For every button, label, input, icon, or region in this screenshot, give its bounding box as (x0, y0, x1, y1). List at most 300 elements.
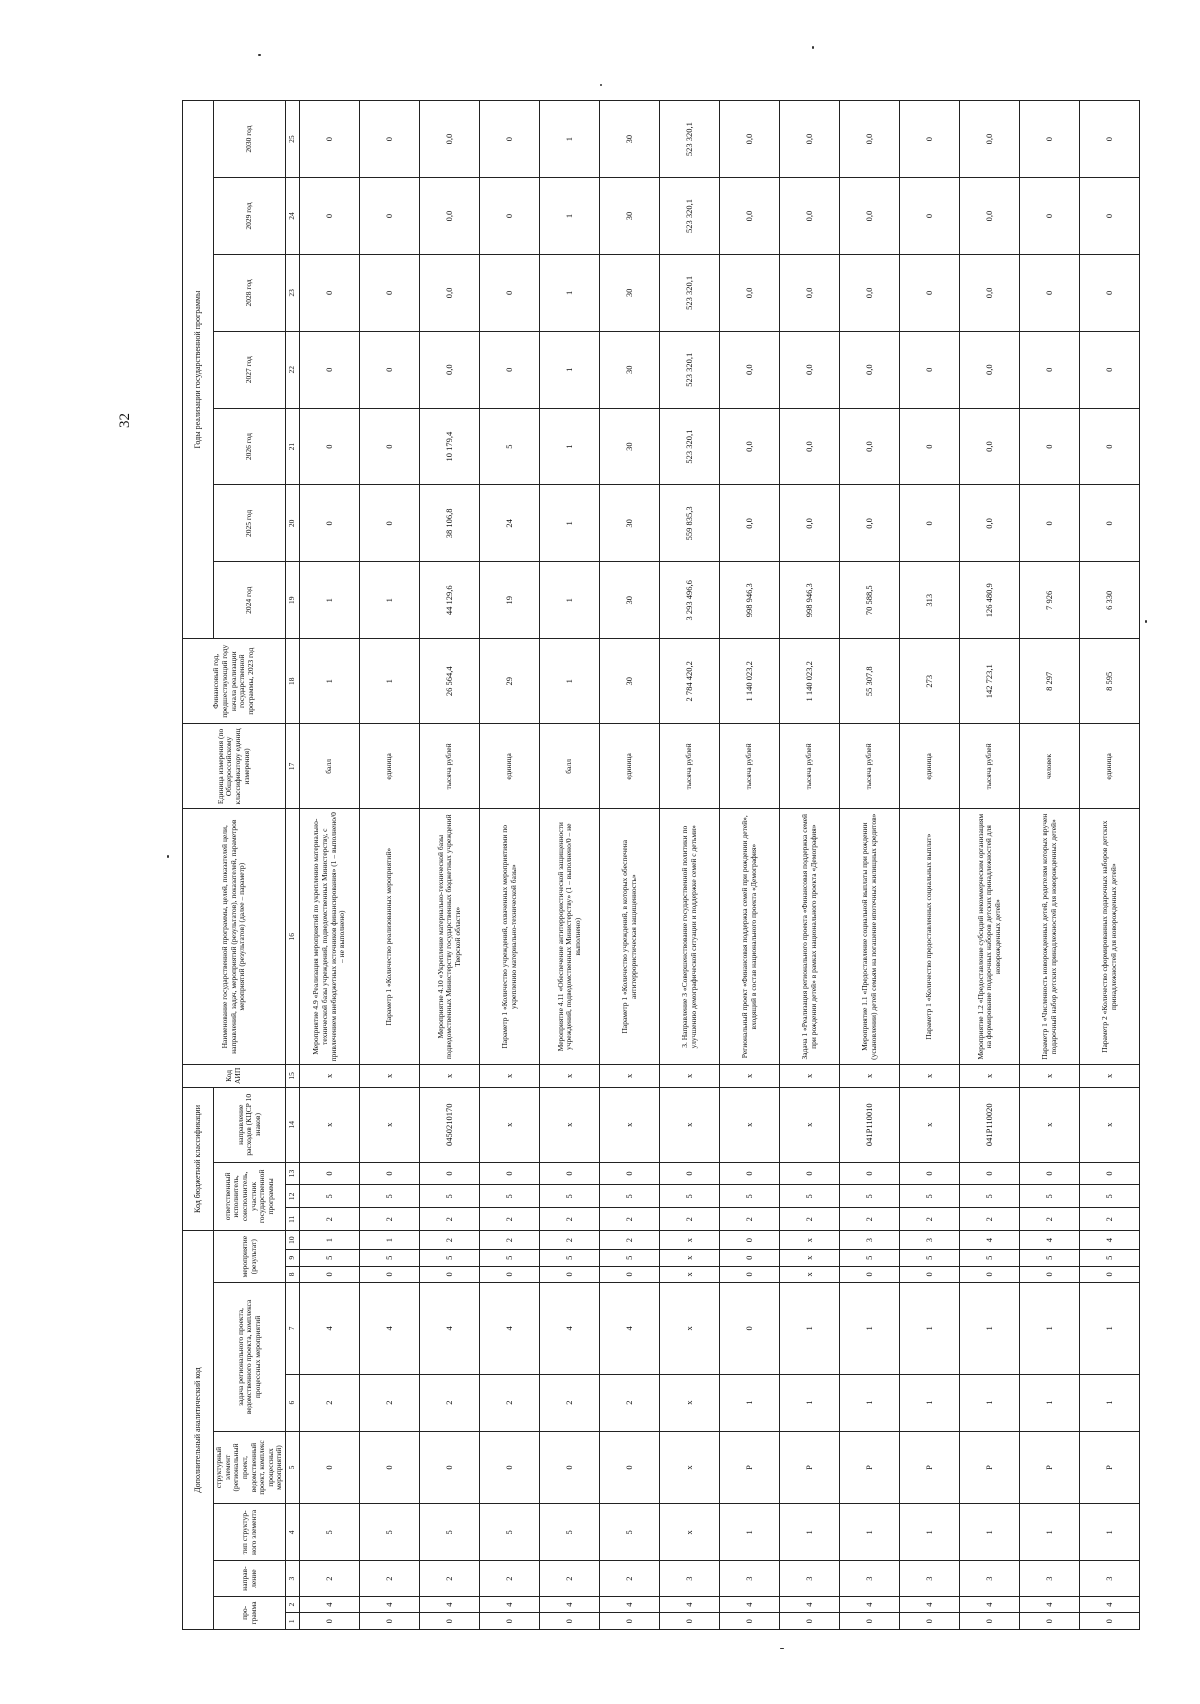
fy-2023-header: Финансовый год, предшествующий году начала реализации государственной программы, 2023 год (183, 639, 286, 724)
value-cell: 0 (900, 331, 960, 408)
code-cell: 0 (1080, 1266, 1140, 1283)
name-cell: Мероприятие 1.2 «Предоставление субсидий некоммерческим организациям на формирование подарочных наборов детских принадлежностей для новорожденных детей» (960, 809, 1020, 1064)
code-cell: 4 (420, 1283, 480, 1374)
value-cell: 0 (1080, 331, 1140, 408)
name-cell: Параметр 1 «Количество реализованных мероприятий» (360, 809, 420, 1064)
scan-speck (258, 54, 261, 56)
value-cell: 0 (1020, 178, 1080, 255)
table-row (300, 101, 360, 1630)
value-cell: 0 (360, 101, 420, 178)
scan-speck (1145, 620, 1147, 623)
code-cell: 0 (540, 1266, 600, 1283)
value-cell: 0,0 (840, 254, 900, 331)
value-cell: 1 (540, 178, 600, 255)
value-cell: 0 (1020, 331, 1080, 408)
table-row (660, 101, 720, 1630)
code-cell: 0 (360, 1431, 420, 1504)
value-cell: 0,0 (780, 101, 840, 178)
code-cell: 2 (360, 1561, 420, 1596)
code-cell: 0 (720, 1162, 780, 1185)
year-header: 2024 год (214, 562, 286, 639)
code-cell: 0 (840, 1162, 900, 1185)
value-cell: 0 (360, 485, 420, 562)
value-cell: 0 (1080, 254, 1140, 331)
code-cell: х (660, 1266, 720, 1283)
name-cell: Параметр 1 «Количество учреждений, в которых обеспечена антитеррористическая защищенность» (600, 809, 660, 1064)
code-cell: 1 (1080, 1283, 1140, 1374)
code-cell: 0 (420, 1431, 480, 1504)
struct-element-header: структурный элемент (региональный проект, ведомственный проект, комплекс процессных мероприятий) (214, 1431, 286, 1504)
code-cell: 4 (720, 1596, 780, 1613)
code-cell: 2 (600, 1374, 660, 1431)
code-cell: 5 (480, 1249, 540, 1266)
column-number: 22 (286, 331, 300, 408)
code-cell: х (1020, 1087, 1080, 1162)
column-number: 13 (286, 1162, 300, 1185)
code-cell: 2 (540, 1561, 600, 1596)
code-cell: 4 (300, 1596, 360, 1613)
value-cell: 0 (300, 331, 360, 408)
value-cell: 0,0 (840, 485, 900, 562)
value-cell: 30 (600, 485, 660, 562)
value-cell: 38 106,8 (420, 485, 480, 562)
budget-code-header: Код бюджетной классификации (183, 1087, 214, 1230)
code-cell: 0 (660, 1613, 720, 1630)
direction-header: направ-ление (214, 1561, 286, 1596)
value-cell: 30 (600, 101, 660, 178)
code-cell: 1 (360, 1231, 420, 1250)
code-cell: 2 (480, 1231, 540, 1250)
code-cell: 4 (660, 1596, 720, 1613)
value-cell: 0 (480, 331, 540, 408)
value-cell: 0,0 (840, 178, 900, 255)
code-cell: х (660, 1231, 720, 1250)
value-cell: 523 320,1 (660, 331, 720, 408)
value-cell: 55 307,8 (840, 639, 900, 724)
code-cell: 4 (480, 1596, 540, 1613)
code-cell: 0 (360, 1613, 420, 1630)
value-cell: 273 (900, 639, 960, 724)
table-row (480, 101, 540, 1630)
code-cell: 3 (840, 1561, 900, 1596)
table-row (900, 101, 960, 1630)
code-cell: 5 (300, 1249, 360, 1266)
value-cell: 126 480,9 (960, 562, 1020, 639)
value-cell: 0,0 (840, 408, 900, 485)
column-number: 10 (286, 1231, 300, 1250)
code-cell: Р (1020, 1431, 1080, 1504)
code-cell: 5 (900, 1249, 960, 1266)
value-cell: 0,0 (960, 101, 1020, 178)
code-cell: х (960, 1064, 1020, 1087)
column-number: 17 (286, 724, 300, 809)
table-body (300, 101, 1140, 1630)
value-cell: 0 (300, 408, 360, 485)
code-cell: х (660, 1249, 720, 1266)
code-cell: 5 (420, 1185, 480, 1208)
column-number: 15 (286, 1064, 300, 1087)
unit-cell: единица (900, 724, 960, 809)
code-cell: 0 (600, 1162, 660, 1185)
value-cell: 1 (540, 485, 600, 562)
code-cell: 5 (540, 1185, 600, 1208)
value-cell: 10 179,4 (420, 408, 480, 485)
name-cell: Задача 1 «Реализация регионального проекта «Финансовая поддержка семей при рождении детей» в рамках национального проекта «Демография» (780, 809, 840, 1064)
table-row (840, 101, 900, 1630)
code-cell: 0 (1020, 1266, 1080, 1283)
column-number: 14 (286, 1087, 300, 1162)
name-cell: Параметр 2 «Количество сформированных подарочных наборов детских принадлежностей для новорожденных детей» (1080, 809, 1140, 1064)
value-cell: 0,0 (840, 331, 900, 408)
rotated-page (182, 100, 1118, 1630)
table-row (600, 101, 660, 1630)
code-cell: 0 (960, 1266, 1020, 1283)
code-cell: 5 (420, 1504, 480, 1561)
value-cell: 313 (900, 562, 960, 639)
value-cell: 0 (900, 408, 960, 485)
value-cell: 30 (600, 331, 660, 408)
unit-cell: тысяча рублей (840, 724, 900, 809)
value-cell: 0 (1080, 178, 1140, 255)
value-cell: 1 140 023,2 (780, 639, 840, 724)
code-cell: 0 (900, 1266, 960, 1283)
unit-cell: единица (360, 724, 420, 809)
code-cell: 4 (540, 1283, 600, 1374)
value-cell: 0 (300, 101, 360, 178)
code-cell: 3 (660, 1561, 720, 1596)
table-row (960, 101, 1020, 1630)
value-cell: 29 (480, 639, 540, 724)
code-cell: 4 (1020, 1596, 1080, 1613)
code-cell: 4 (1080, 1596, 1140, 1613)
value-cell: 0,0 (780, 485, 840, 562)
code-cell: 2 (300, 1374, 360, 1431)
code-cell: 5 (720, 1185, 780, 1208)
column-number: 25 (286, 101, 300, 178)
code-cell: 2 (720, 1208, 780, 1231)
column-number: 1 (286, 1613, 300, 1630)
value-cell: 1 (540, 254, 600, 331)
code-cell: 5 (1020, 1249, 1080, 1266)
code-cell: 5 (360, 1249, 420, 1266)
code-cell: 2 (480, 1561, 540, 1596)
unit-cell: тысяча рублей (960, 724, 1020, 809)
value-cell: 523 320,1 (660, 408, 720, 485)
code-cell: 1 (1080, 1504, 1140, 1561)
code-cell: 0 (960, 1613, 1020, 1630)
value-cell: 0 (900, 178, 960, 255)
code-cell: 2 (480, 1208, 540, 1231)
value-cell: 0,0 (720, 254, 780, 331)
name-cell: Параметр 1 «Количество предоставленных социальных выплат» (900, 809, 960, 1064)
year-header: 2028 год (214, 254, 286, 331)
column-number: 9 (286, 1249, 300, 1266)
value-cell: 998 946,3 (780, 562, 840, 639)
code-cell: х (660, 1064, 720, 1087)
value-cell: 0 (300, 485, 360, 562)
code-cell: 0 (1020, 1162, 1080, 1185)
code-cell: 3 (1080, 1561, 1140, 1596)
code-cell: 2 (600, 1561, 660, 1596)
code-cell: 4 (300, 1283, 360, 1374)
code-cell: 2 (1020, 1208, 1080, 1231)
table-row (360, 101, 420, 1630)
value-cell: 0,0 (960, 408, 1020, 485)
code-cell: 4 (600, 1596, 660, 1613)
code-cell: 0 (480, 1266, 540, 1283)
unit-cell: человек (1020, 724, 1080, 809)
code-cell: 5 (1080, 1185, 1140, 1208)
value-cell: 523 320,1 (660, 178, 720, 255)
value-cell: 8 297 (1020, 639, 1080, 724)
code-cell: 0 (900, 1162, 960, 1185)
code-cell: 4 (840, 1596, 900, 1613)
year-header: 2029 год (214, 178, 286, 255)
name-cell: Мероприятие 4.9 «Реализация мероприятий по укреплению материально-технической базы учреждений, подведомственных Министерству, с привлечением внебюджетных источников финансирования» (1 – выполнено/0 – не выполнено) (300, 809, 360, 1064)
unit-cell: тысяча рублей (420, 724, 480, 809)
code-cell: 2 (420, 1561, 480, 1596)
unit-cell: единица (1080, 724, 1140, 809)
code-cell: х (600, 1064, 660, 1087)
value-cell: 0,0 (720, 408, 780, 485)
task-header: задача регионального проекта, ведомственного проекта, комплекса процессных мероприятий (214, 1283, 286, 1432)
code-cell: 3 (840, 1231, 900, 1250)
code-cell: 1 (780, 1504, 840, 1561)
value-cell: 5 (480, 408, 540, 485)
column-number: 20 (286, 485, 300, 562)
name-header: Наименование государственной программы, целей, показателей цели, направлений, задач, мероприятий (результатов), показателей, параметров мероприятий (результатов) (далее – параметр) (183, 809, 286, 1064)
value-cell: 0 (480, 178, 540, 255)
value-cell: 1 (360, 639, 420, 724)
code-cell: 2 (420, 1374, 480, 1431)
code-cell: 2 (900, 1208, 960, 1231)
code-cell: х (840, 1064, 900, 1087)
value-cell: 1 (540, 331, 600, 408)
table-row (420, 101, 480, 1630)
code-cell: 1 (960, 1374, 1020, 1431)
code-cell: 1 (960, 1283, 1020, 1374)
value-cell: 0,0 (960, 254, 1020, 331)
value-cell: 30 (600, 639, 660, 724)
code-cell: х (420, 1064, 480, 1087)
code-cell: 4 (420, 1596, 480, 1613)
code-cell: 5 (300, 1185, 360, 1208)
code-cell: х (780, 1231, 840, 1250)
value-cell: 0 (900, 101, 960, 178)
value-cell: 0,0 (780, 331, 840, 408)
code-cell: 0 (480, 1613, 540, 1630)
value-cell: 523 320,1 (660, 101, 720, 178)
code-cell: 1 (840, 1504, 900, 1561)
code-cell: 0450210170 (420, 1087, 480, 1162)
code-cell: 0 (600, 1431, 660, 1504)
code-cell: 0 (480, 1162, 540, 1185)
name-cell: Региональный проект «Финансовая поддержка семей при рождении детей», входящий в состав национального проекта «Демография» (720, 809, 780, 1064)
name-cell: Параметр 1 «Количество учреждений, охваченных мероприятиями по укреплению материально-технической базы» (480, 809, 540, 1064)
value-cell: 0,0 (720, 485, 780, 562)
value-cell: 0,0 (720, 331, 780, 408)
code-cell: 2 (660, 1208, 720, 1231)
code-cell: 3 (900, 1561, 960, 1596)
code-cell: 5 (480, 1504, 540, 1561)
code-cell: х (300, 1064, 360, 1087)
expense-direction-header: направление расходов (КЦСР 10 знаков) (214, 1087, 286, 1162)
value-cell: 0,0 (420, 178, 480, 255)
name-cell: Мероприятие 1.1 «Предоставление социальной выплаты при рождении (усыновлении) детей семьям на погашение ипотечных жилищных кредитов» (840, 809, 900, 1064)
value-cell: 559 835,3 (660, 485, 720, 562)
code-cell: 2 (1080, 1208, 1140, 1231)
code-cell: 1 (1080, 1374, 1140, 1431)
code-cell: х (540, 1087, 600, 1162)
code-cell: 2 (300, 1208, 360, 1231)
value-cell: 0 (360, 331, 420, 408)
code-cell: 5 (600, 1504, 660, 1561)
code-cell: 0 (480, 1431, 540, 1504)
code-cell: 041Р110020 (960, 1087, 1020, 1162)
code-cell: 0 (360, 1162, 420, 1185)
column-number: 19 (286, 562, 300, 639)
code-cell: 2 (420, 1208, 480, 1231)
value-cell: 0 (480, 101, 540, 178)
code-cell: 4 (960, 1596, 1020, 1613)
code-cell: 1 (900, 1374, 960, 1431)
program-table (182, 100, 1140, 1630)
column-number: 18 (286, 639, 300, 724)
code-cell: 5 (1080, 1249, 1140, 1266)
code-cell: х (1080, 1064, 1140, 1087)
program-header: про-грамма (214, 1596, 286, 1629)
code-cell: 5 (840, 1185, 900, 1208)
code-cell: 5 (600, 1185, 660, 1208)
value-cell: 0,0 (780, 408, 840, 485)
table-row (1020, 101, 1080, 1630)
unit-header: Единица измерения (по Общероссийскому классификатору единиц измерения) (183, 724, 286, 809)
code-cell: Р (780, 1431, 840, 1504)
value-cell: 70 588,5 (840, 562, 900, 639)
code-cell: 1 (840, 1374, 900, 1431)
code-cell: 1 (960, 1504, 1020, 1561)
code-cell: 5 (900, 1185, 960, 1208)
code-cell: х (660, 1283, 720, 1374)
code-cell: х (540, 1064, 600, 1087)
code-cell: 0 (1020, 1613, 1080, 1630)
value-cell: 0 (1020, 485, 1080, 562)
value-cell: 523 320,1 (660, 254, 720, 331)
value-cell: 0,0 (720, 178, 780, 255)
code-cell: 5 (960, 1185, 1020, 1208)
value-cell: 2 784 420,2 (660, 639, 720, 724)
column-number: 4 (286, 1504, 300, 1561)
scan-speck (600, 84, 602, 86)
value-cell: 0,0 (780, 178, 840, 255)
code-cell: 1 (720, 1504, 780, 1561)
column-number: 11 (286, 1208, 300, 1231)
code-cell: х (600, 1087, 660, 1162)
value-cell: 0,0 (960, 485, 1020, 562)
value-cell: 0 (1020, 408, 1080, 485)
code-cell: Р (840, 1431, 900, 1504)
value-cell: 0,0 (840, 101, 900, 178)
value-cell: 19 (480, 562, 540, 639)
code-cell: 4 (780, 1596, 840, 1613)
code-cell: 0 (720, 1266, 780, 1283)
year-header: 2026 год (214, 408, 286, 485)
value-cell: 0 (1020, 254, 1080, 331)
value-cell: 1 (540, 639, 600, 724)
code-cell: 1 (900, 1504, 960, 1561)
code-cell: 0 (600, 1266, 660, 1283)
code-cell: 0 (360, 1266, 420, 1283)
value-cell: 24 (480, 485, 540, 562)
code-cell: х (900, 1064, 960, 1087)
value-cell: 3 293 496,6 (660, 562, 720, 639)
column-number: 12 (286, 1185, 300, 1208)
code-cell: 1 (1020, 1504, 1080, 1561)
scan-speck (167, 855, 169, 858)
code-cell: 0 (720, 1613, 780, 1630)
code-cell: 0 (720, 1283, 780, 1374)
unit-cell: балл (300, 724, 360, 809)
code-cell: 5 (840, 1249, 900, 1266)
code-cell: х (300, 1087, 360, 1162)
value-cell: 30 (600, 408, 660, 485)
code-cell: 5 (540, 1249, 600, 1266)
value-cell: 0 (900, 254, 960, 331)
unit-cell: балл (540, 724, 600, 809)
code-cell: 0 (600, 1613, 660, 1630)
code-cell: 0 (300, 1266, 360, 1283)
code-cell: 2 (300, 1561, 360, 1596)
code-cell: 2 (540, 1231, 600, 1250)
code-cell: 0 (420, 1266, 480, 1283)
column-number: 5 (286, 1431, 300, 1504)
code-cell: 4 (1020, 1231, 1080, 1250)
code-cell: 5 (300, 1504, 360, 1561)
unit-cell: тысяча рублей (780, 724, 840, 809)
code-cell: 1 (780, 1374, 840, 1431)
value-cell: 0 (300, 254, 360, 331)
value-cell: 0 (480, 254, 540, 331)
code-cell: 2 (360, 1208, 420, 1231)
value-cell: 0 (360, 178, 420, 255)
code-cell: х (660, 1374, 720, 1431)
unit-cell: единица (480, 724, 540, 809)
code-cell: х (360, 1087, 420, 1162)
code-cell: 1 (1020, 1283, 1080, 1374)
value-cell: 1 (540, 101, 600, 178)
value-cell: 142 723,1 (960, 639, 1020, 724)
code-cell: 3 (780, 1561, 840, 1596)
code-cell: х (780, 1087, 840, 1162)
code-cell: 4 (360, 1596, 420, 1613)
name-cell: Мероприятие 4.10 «Укрепление материально-технической базы подведомственных Министерству государственных бюджетных учреждений Тверской области» (420, 809, 480, 1064)
code-cell: х (360, 1064, 420, 1087)
value-cell: 1 140 023,2 (720, 639, 780, 724)
value-cell: 0 (1080, 485, 1140, 562)
value-cell: 0,0 (960, 331, 1020, 408)
code-cell: 1 (300, 1231, 360, 1250)
code-cell: 2 (540, 1208, 600, 1231)
code-cell: 5 (660, 1185, 720, 1208)
code-cell: х (480, 1064, 540, 1087)
code-cell: х (900, 1087, 960, 1162)
scan-speck (780, 1648, 784, 1649)
value-cell: 0 (1080, 408, 1140, 485)
code-cell: Р (960, 1431, 1020, 1504)
code-cell: 0 (300, 1162, 360, 1185)
code-cell: 1 (900, 1283, 960, 1374)
code-cell: 0 (420, 1613, 480, 1630)
